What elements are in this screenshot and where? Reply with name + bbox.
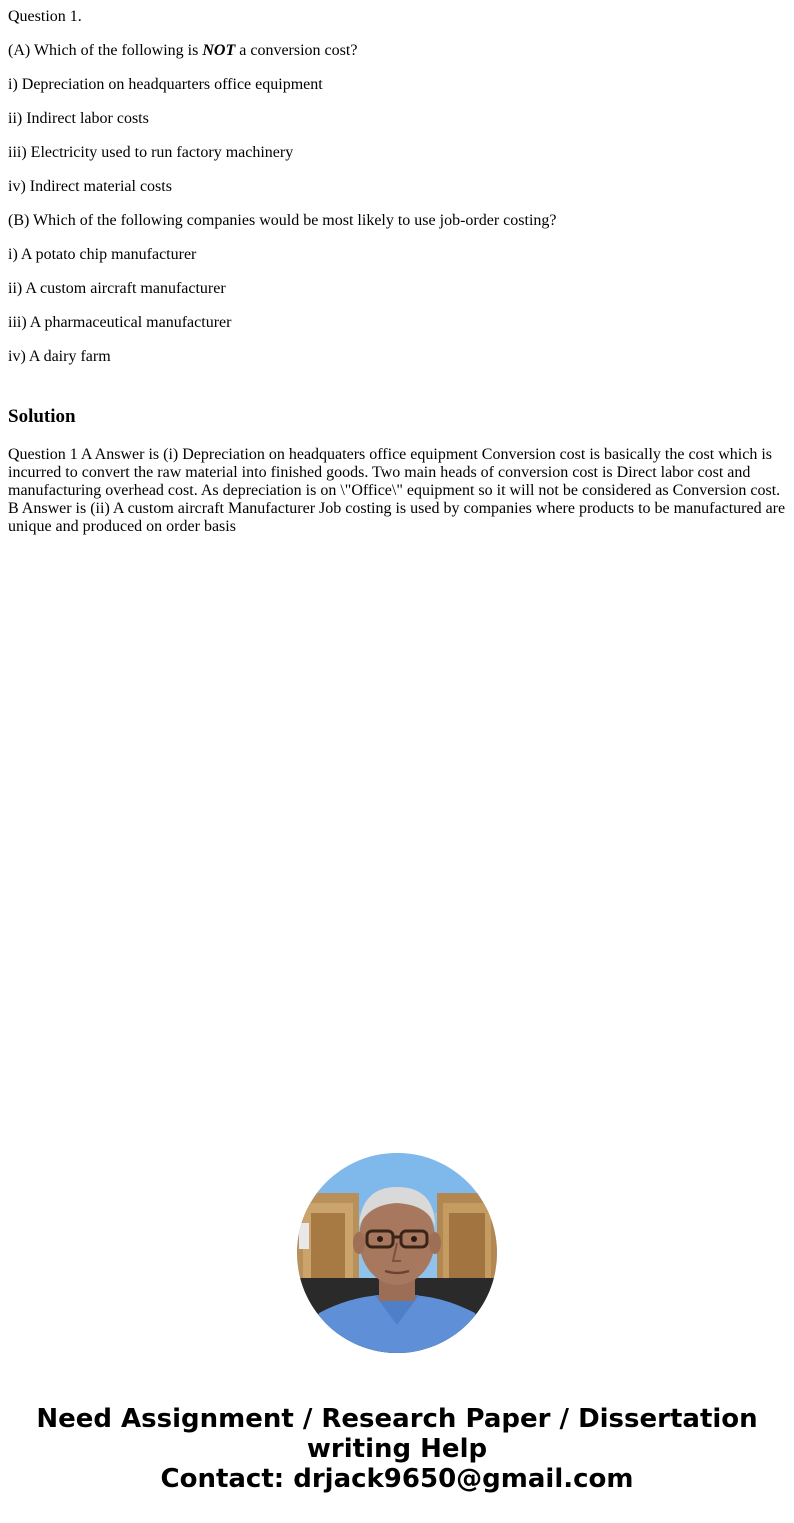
solution-body: Question 1 A Answer is (i) Depreciation on headquaters office equipment Conversion cost is basically the cost which is incurred to convert the raw material into finished goods. Two main heads of conversion cost is Direct labor cost and manufacturing overhead cost. As depreciation is on \"Office\" equipment so it will not be considered as Conversion cost. B Answer is (ii) A custom aircraft Manufacturer Job costing is used by companies where products to be manufactured are unique and produced on order basis: [8, 446, 786, 535]
question-a-option-2: ii) Indirect labor costs: [8, 110, 149, 127]
question-a-option-4: iv) Indirect material costs: [8, 178, 172, 195]
question-a-prefix: (A) Which of the following is: [8, 42, 203, 59]
question-b-option-2: ii) A custom aircraft manufacturer: [8, 280, 226, 297]
promo-line-1: Need Assignment / Research Paper / Dissertation: [36, 1404, 758, 1434]
author-avatar: [297, 1153, 497, 1353]
question-a-prompt: [8, 42, 357, 60]
question-b-option-4: iv) A dairy farm: [8, 348, 111, 365]
question-b-option-3: iii) A pharmaceutical manufacturer: [8, 314, 232, 331]
question-title: Question 1.: [8, 8, 82, 25]
question-a-option-3: iii) Electricity used to run factory machinery: [8, 144, 294, 161]
question-b-option-1: i) A potato chip manufacturer: [8, 246, 197, 263]
promo-banner: [0, 1404, 794, 1494]
author-portrait-image: [297, 1153, 497, 1353]
promo-contact: Contact: drjack9650@gmail.com: [160, 1464, 634, 1494]
question-a-suffix: a conversion cost?: [235, 42, 358, 59]
promo-line-2: writing Help: [306, 1434, 488, 1464]
question-a-emphasis: NOT: [202, 42, 236, 59]
solution-heading: Solution: [8, 406, 76, 427]
question-b-prompt: (B) Which of the following companies would be most likely to use job-order costing?: [8, 212, 557, 229]
question-a-option-1: i) Depreciation on headquarters office equipment: [8, 76, 323, 93]
